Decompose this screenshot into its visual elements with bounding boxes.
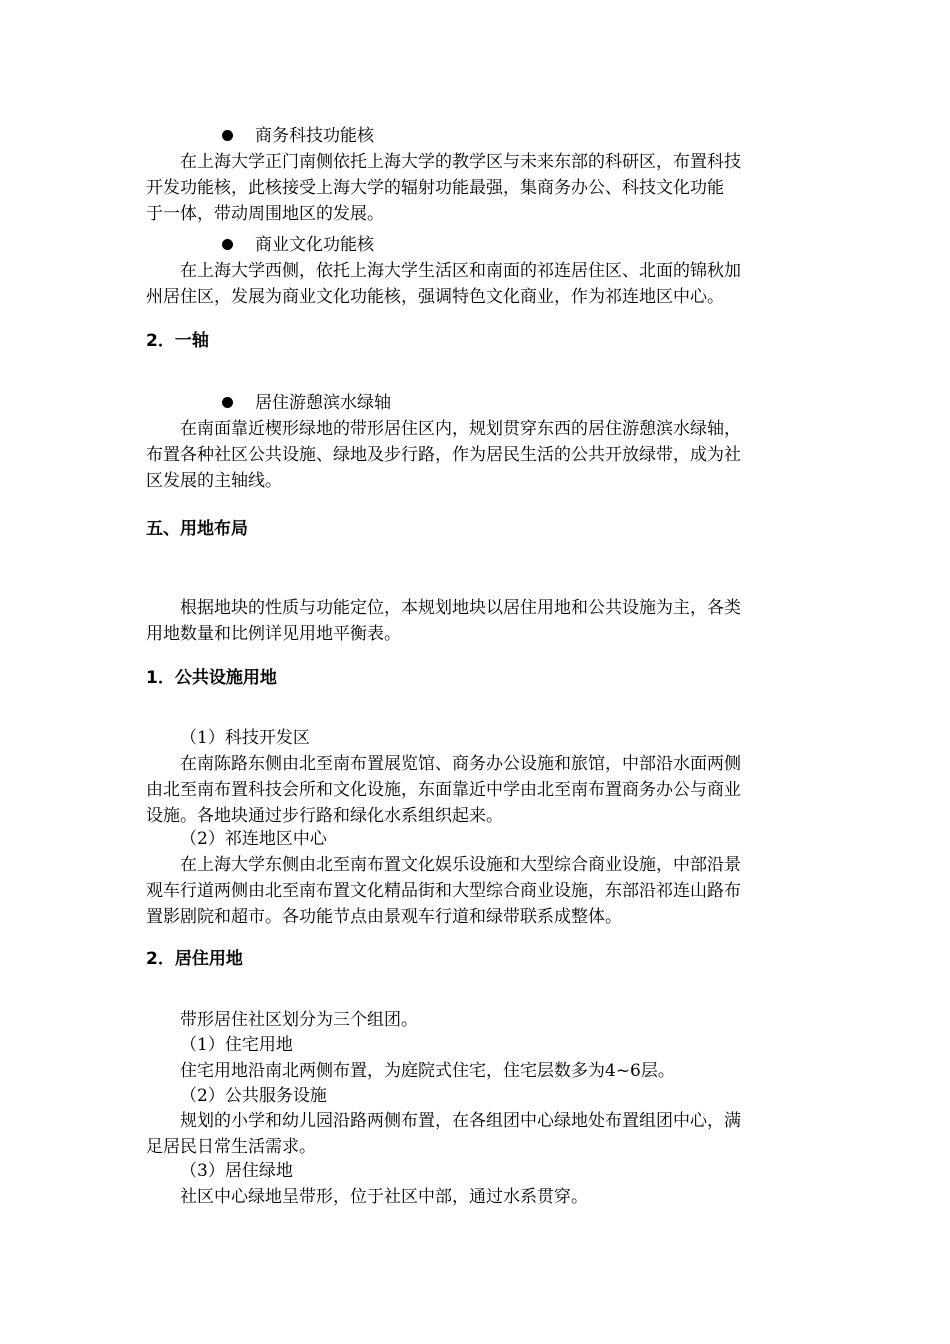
text-line: 在南陈路东侧由北至南布置展览馆、商务办公设施和旅馆，中部沿水面两侧 (180, 754, 741, 774)
text-line: 置影剧院和超市。各功能节点由景观车行道和绿带联系成整体。 (146, 907, 622, 927)
text-line: 区发展的主轴线。 (146, 471, 282, 491)
text-line: 在上海大学西侧，依托上海大学生活区和南面的祁连居住区、北面的锦秋加 (180, 261, 741, 281)
text-line: 设施。各地块通过步行路和绿化水系组织起来。 (146, 806, 503, 826)
paragraph-land-intro (146, 595, 741, 647)
bullet-icon (222, 397, 233, 408)
subheading-public-services: （2）公共服务设施 (180, 1086, 327, 1106)
heading-axis: 2．一轴 (146, 331, 209, 351)
subheading-qilian-center: （2）祁连地区中心 (180, 829, 327, 849)
heading-land-layout: 五、用地布局 (146, 519, 248, 539)
paragraph-business-tech (146, 149, 741, 227)
text-line: 在上海大学东侧由北至南布置文化娱乐设施和大型综合商业设施，中部沿景 (180, 855, 741, 875)
text-line: 根据地块的性质与功能定位，本规划地块以居住用地和公共设施为主，各类 (180, 598, 741, 618)
paragraph-public-services (146, 1108, 741, 1160)
text-line: 在上海大学正门南侧依托上海大学的教学区与未来东部的科研区，布置科技 (180, 152, 741, 172)
bullet-icon (222, 239, 233, 250)
subheading-housing-land: （1）住宅用地 (180, 1035, 293, 1055)
text-line: 足居民日常生活需求。 (146, 1137, 316, 1157)
paragraph-housing-land: 住宅用地沿南北两侧布置，为庭院式住宅，住宅层数多为4~6层。 (180, 1061, 675, 1081)
paragraph-axis (146, 416, 741, 494)
text-line: 由北至南布置科技会所和文化设施，东面靠近中学由北至南布置商务办公与商业 (146, 780, 741, 800)
bullet-title-axis: 居住游憩滨水绿轴 (255, 393, 391, 413)
paragraph-qilian-center (146, 852, 741, 930)
paragraph-tech-zone (146, 751, 741, 829)
text-line: 观车行道两侧由北至南布置文化精品街和大型综合商业设施，东部沿祁连山路布 (146, 881, 741, 901)
text-line: 用地数量和比例详见用地平衡表。 (146, 624, 401, 644)
bullet-title-business-tech: 商务科技功能核 (255, 126, 374, 146)
subheading-residential-green: （3）居住绿地 (180, 1161, 293, 1181)
subheading-tech-zone: （1）科技开发区 (180, 728, 310, 748)
text-line: 布置各种社区公共设施、绿地及步行路，作为居民生活的公共开放绿带，成为社 (146, 445, 741, 465)
bullet-icon (222, 130, 233, 141)
text-line: 州居住区，发展为商业文化功能核，强调特色文化商业，作为祁连地区中心。 (146, 287, 724, 307)
heading-public-facilities: 1．公共设施用地 (146, 668, 277, 688)
text-line: 于一体，带动周围地区的发展。 (146, 204, 384, 224)
paragraph-residential-intro: 带形居住社区划分为三个组团。 (180, 1010, 418, 1030)
heading-residential: 2．居住用地 (146, 949, 243, 969)
paragraph-commerce-culture (146, 258, 741, 310)
text-line: 在南面靠近楔形绿地的带形居住区内，规划贯穿东西的居住游憩滨水绿轴， (180, 419, 741, 439)
paragraph-residential-green: 社区中心绿地呈带形，位于社区中部，通过水系贯穿。 (180, 1187, 588, 1207)
text-line: 开发功能核，此核接受上海大学的辐射功能最强，集商务办公、科技文化功能 (146, 178, 724, 198)
text-line: 规划的小学和幼儿园沿路两侧布置，在各组团中心绿地处布置组团中心，满 (180, 1111, 741, 1131)
bullet-title-commerce-culture: 商业文化功能核 (255, 235, 374, 255)
